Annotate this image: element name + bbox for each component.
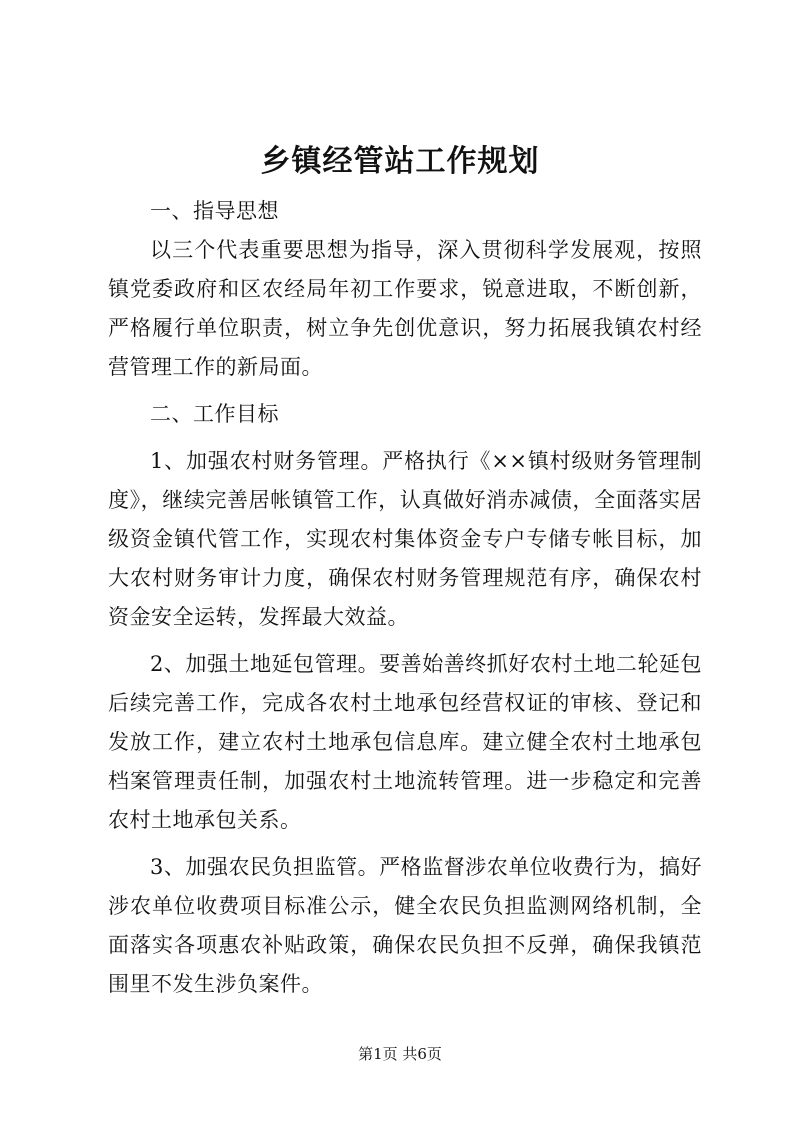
paragraph-guiding-ideology: 以三个代表重要思想为指导，深入贯彻科学发展观，按照镇党委政府和区农经局年初工作要求，锐意进取，不断创新，严格履行单位职责，树立争先创优意识，努力拓展我镇农村经营管理工作的新局面。 (108, 238, 702, 379)
document-title: 乡镇经管站工作规划 (260, 144, 540, 179)
paragraph-financial-management: 1、加强农村财务管理。严格执行《××镇村级财务管理制度》，继续完善居帐镇管工作，认真做好消赤减债，全面落实居级资金镇代管工作，实现农村集体资金专户专储专帐目标，加大农村财务审计力度，确保农村财务管理规范有序，确保农村资金安全运转，发挥最大效益。 (108, 449, 702, 629)
section-heading-work-goals: 二、工作目标 (150, 402, 279, 426)
paragraph-farmer-burden-supervision: 3、加强农民负担监管。严格监督涉农单位收费行为，搞好涉农单位收费项目标准公示，健全农民负担监测网络机制，全面落实各项惠农补贴政策，确保农民负担不反弹，确保我镇范围里不发生涉负案件。 (108, 855, 702, 996)
paragraph-land-contract-management: 2、加强土地延包管理。要善始善终抓好农村土地二轮延包后续完善工作，完成各农村土地承包经营权证的审核、登记和发放工作，建立农村土地承包信息库。建立健全农村土地承包档案管理责任制，加强农村土地流转管理。进一步稳定和完善农村土地承包关系。 (108, 652, 702, 832)
page-number-footer: 第1页 共6页 (358, 1045, 442, 1063)
document-body (108, 192, 702, 1004)
section-heading-guiding-ideology: 一、指导思想 (150, 199, 279, 223)
